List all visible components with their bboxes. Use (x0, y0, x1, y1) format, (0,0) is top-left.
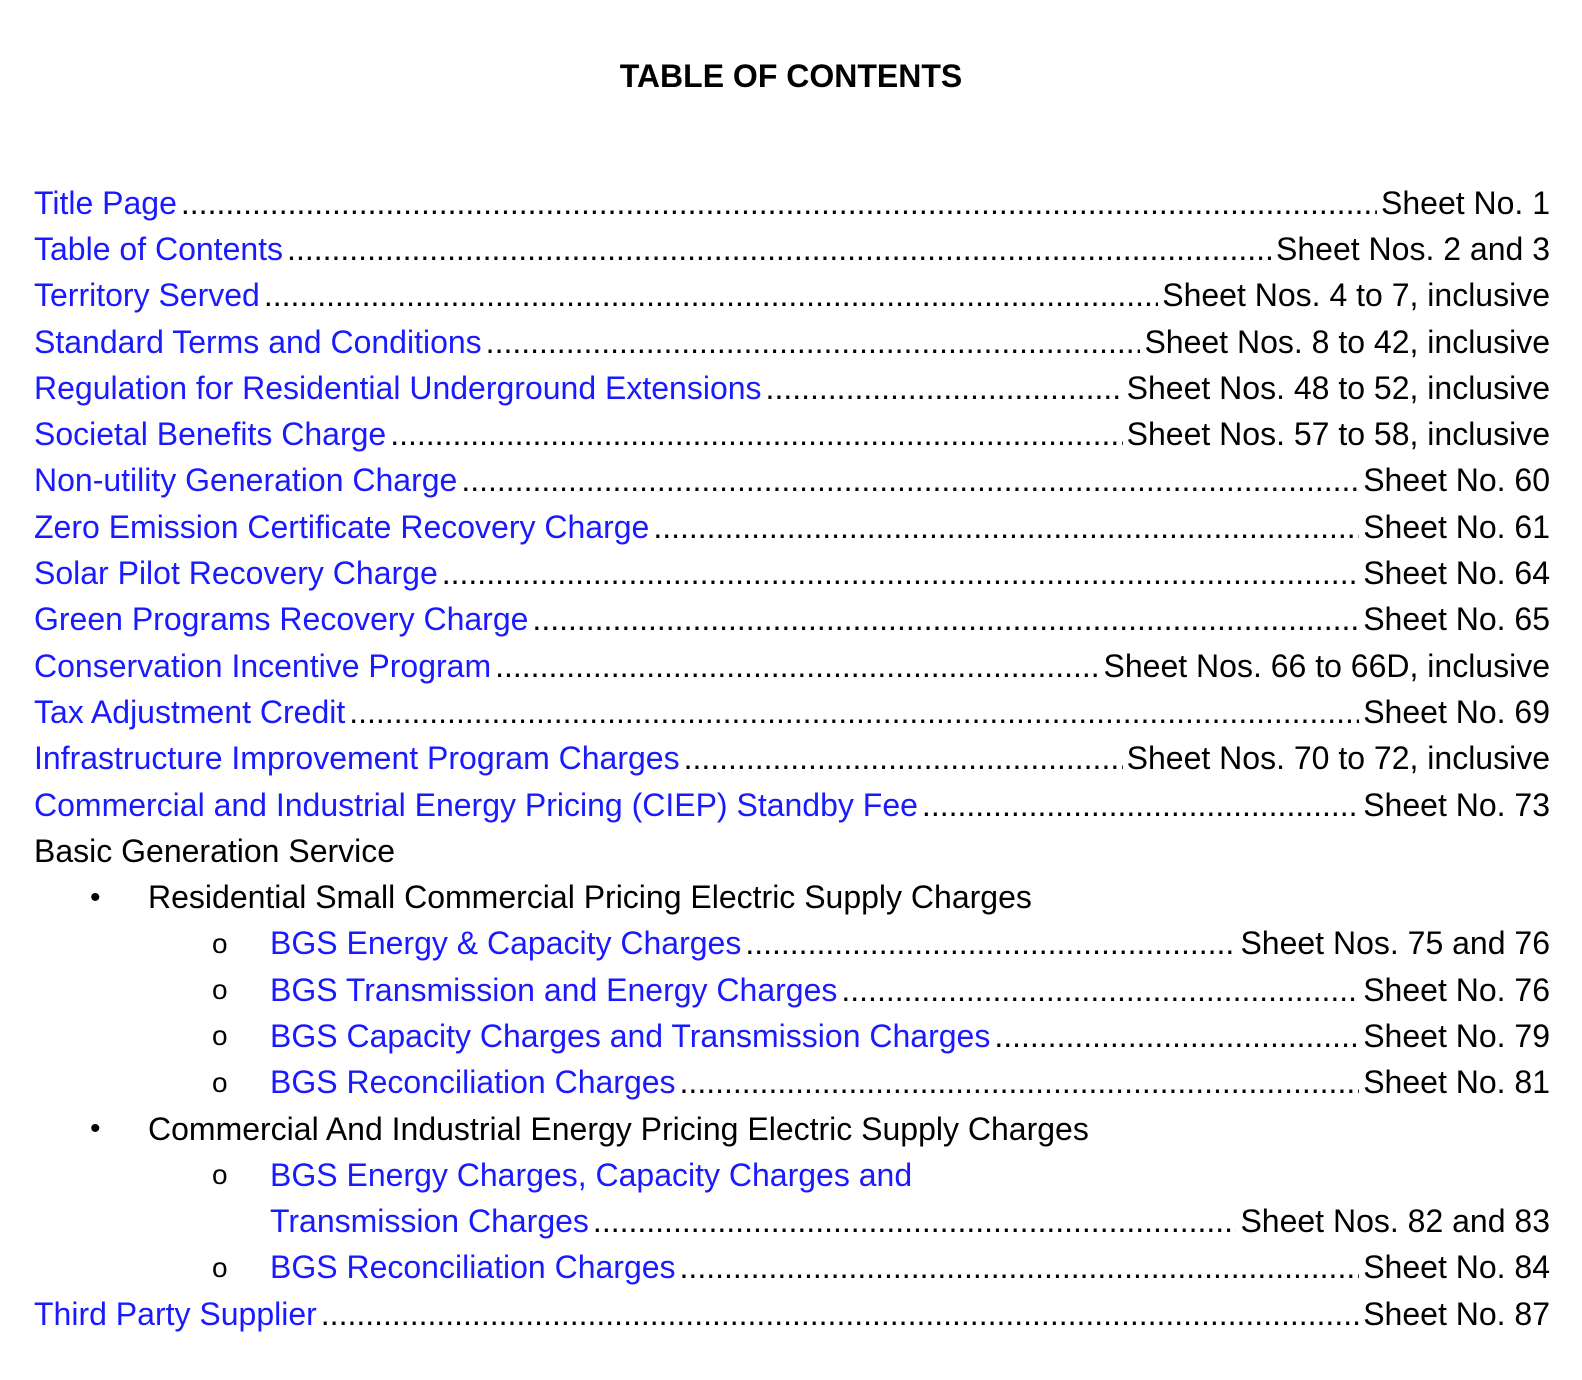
toc-entry-title-page (34, 180, 1550, 226)
page-reference: Sheet No. 79 (1363, 1017, 1550, 1054)
dot-leader (390, 416, 1122, 453)
circle-bullet-icon: o (212, 1020, 228, 1052)
page-reference: Sheet No. 73 (1363, 786, 1550, 823)
circle-bullet-icon: o (212, 974, 228, 1006)
page-reference: Sheet No. 84 (1363, 1249, 1550, 1286)
toc-link-green-programs[interactable]: Green Programs Recovery Charge (34, 601, 529, 638)
dot-leader (532, 601, 1359, 638)
toc-entry-table-of-contents (34, 226, 1550, 272)
toc-link-non-utility-generation[interactable]: Non-utility Generation Charge (34, 462, 458, 499)
toc-entry-zero-emission (34, 504, 1550, 550)
bullet-icon: • (90, 1112, 101, 1146)
toc-link-bgs-transmission-energy[interactable]: BGS Transmission and Energy Charges (270, 971, 838, 1008)
dot-leader (680, 1064, 1360, 1101)
table-of-contents (34, 180, 1550, 1337)
toc-entry-bgs-capacity-transmission (34, 1013, 1550, 1059)
dot-leader (321, 1296, 1359, 1333)
dot-leader (766, 370, 1123, 407)
page-reference: Sheet No. 76 (1363, 971, 1550, 1008)
page-reference: Sheet Nos. 2 and 3 (1276, 230, 1550, 267)
toc-entry-bgs-energy-capacity-transmission-line1 (34, 1152, 1550, 1198)
toc-entry-standard-terms (34, 319, 1550, 365)
dot-leader (495, 648, 1099, 685)
dot-leader (841, 972, 1359, 1009)
toc-link-underground-extensions[interactable]: Regulation for Residential Underground Extensions (34, 369, 762, 406)
subsection-commercial-industrial (34, 1106, 1550, 1152)
page-reference: Sheet No. 61 (1363, 508, 1550, 545)
toc-entry-bgs-reconciliation-residential (34, 1060, 1550, 1106)
toc-link-bgs-reconciliation-residential[interactable]: BGS Reconciliation Charges (270, 1064, 676, 1101)
section-heading-bgs (34, 828, 1550, 874)
dot-leader (287, 231, 1272, 268)
toc-link-bgs-energy-capacity-transmission[interactable]: BGS Energy Charges, Capacity Charges and (270, 1156, 913, 1193)
toc-link-conservation-incentive[interactable]: Conservation Incentive Program (34, 647, 492, 684)
page-reference: Sheet No. 81 (1363, 1064, 1550, 1101)
page-reference: Sheet Nos. 75 and 76 (1240, 925, 1550, 962)
toc-entry-societal-benefits (34, 411, 1550, 457)
toc-link-bgs-reconciliation-ciep[interactable]: BGS Reconciliation Charges (270, 1249, 676, 1286)
toc-entry-bgs-reconciliation-ciep (34, 1245, 1550, 1291)
circle-bullet-icon: o (212, 1066, 228, 1098)
dot-leader (922, 787, 1359, 824)
dot-leader (181, 185, 1377, 222)
toc-link-societal-benefits[interactable]: Societal Benefits Charge (34, 416, 387, 453)
toc-link-standard-terms[interactable]: Standard Terms and Conditions (34, 323, 482, 360)
page-reference: Sheet Nos. 66 to 66D, inclusive (1103, 647, 1550, 684)
dot-leader (442, 555, 1359, 592)
toc-entry-bgs-transmission-energy (34, 967, 1550, 1013)
circle-bullet-icon: o (212, 1251, 228, 1283)
page-reference: Sheet No. 65 (1363, 601, 1550, 638)
dot-leader (461, 462, 1359, 499)
toc-entry-territory-served (34, 273, 1550, 319)
dot-leader (994, 1018, 1359, 1055)
toc-link-solar-pilot[interactable]: Solar Pilot Recovery Charge (34, 555, 438, 592)
dot-leader (653, 509, 1359, 546)
circle-bullet-icon: o (212, 927, 228, 959)
toc-link-ciep-standby-fee[interactable]: Commercial and Industrial Energy Pricing (CIEP) Standby Fee (34, 786, 918, 823)
page-reference: Sheet Nos. 8 to 42, inclusive (1144, 323, 1550, 360)
toc-entry-bgs-energy-capacity (34, 921, 1550, 967)
dot-leader (745, 925, 1236, 962)
page-reference: Sheet Nos. 57 to 58, inclusive (1126, 416, 1550, 453)
page-reference: Sheet No. 64 (1363, 555, 1550, 592)
page-reference: Sheet No. 60 (1363, 462, 1550, 499)
circle-bullet-icon: o (212, 1159, 228, 1191)
toc-link-third-party-supplier[interactable]: Third Party Supplier (34, 1295, 317, 1332)
toc-entry-tax-adjustment (34, 689, 1550, 735)
toc-entry-third-party-supplier (34, 1291, 1550, 1337)
toc-entry-ciep-standby-fee (34, 782, 1550, 828)
subsection-heading-text: Commercial And Industrial Energy Pricing Electric Supply Charges (148, 1110, 1089, 1147)
toc-entry-conservation-incentive (34, 643, 1550, 689)
toc-link-table-of-contents[interactable]: Table of Contents (34, 230, 284, 267)
toc-link-bgs-capacity-transmission[interactable]: BGS Capacity Charges and Transmission Charges (270, 1017, 991, 1054)
toc-link-zero-emission[interactable]: Zero Emission Certificate Recovery Charge (34, 508, 650, 545)
dot-leader (684, 740, 1123, 777)
toc-entry-infrastructure-improvement (34, 736, 1550, 782)
toc-link-bgs-energy-capacity[interactable]: BGS Energy & Capacity Charges (270, 925, 742, 962)
page-reference: Sheet Nos. 82 and 83 (1240, 1203, 1550, 1240)
toc-link-bgs-energy-capacity-transmission-cont[interactable]: Transmission Charges (270, 1203, 589, 1240)
toc-entry-solar-pilot (34, 550, 1550, 596)
section-heading-text: Basic Generation Service (34, 832, 396, 869)
page-reference: Sheet Nos. 4 to 7, inclusive (1162, 277, 1550, 314)
page-reference: Sheet No. 1 (1381, 184, 1550, 221)
dot-leader (349, 694, 1359, 731)
page-reference: Sheet Nos. 48 to 52, inclusive (1126, 369, 1550, 406)
dot-leader (264, 277, 1158, 314)
toc-link-territory-served[interactable]: Territory Served (34, 277, 260, 314)
page-reference: Sheet Nos. 70 to 72, inclusive (1126, 740, 1550, 777)
page-reference: Sheet No. 69 (1363, 693, 1550, 730)
subsection-residential (34, 874, 1550, 920)
page-reference: Sheet No. 87 (1363, 1295, 1550, 1332)
toc-entry-bgs-energy-capacity-transmission-line2 (34, 1199, 1550, 1245)
dot-leader (486, 324, 1141, 361)
toc-entry-green-programs (34, 597, 1550, 643)
subsection-heading-text: Residential Small Commercial Pricing Electric Supply Charges (148, 879, 1032, 916)
toc-entry-non-utility-generation (34, 458, 1550, 504)
toc-entry-underground-extensions (34, 365, 1550, 411)
dot-leader (593, 1203, 1237, 1240)
toc-link-title-page[interactable]: Title Page (34, 184, 177, 221)
toc-link-tax-adjustment[interactable]: Tax Adjustment Credit (34, 693, 346, 730)
dot-leader (680, 1249, 1360, 1286)
toc-link-infrastructure-improvement[interactable]: Infrastructure Improvement Program Charges (34, 740, 680, 777)
bullet-icon: • (90, 880, 101, 914)
page-title: TABLE OF CONTENTS (619, 58, 963, 94)
